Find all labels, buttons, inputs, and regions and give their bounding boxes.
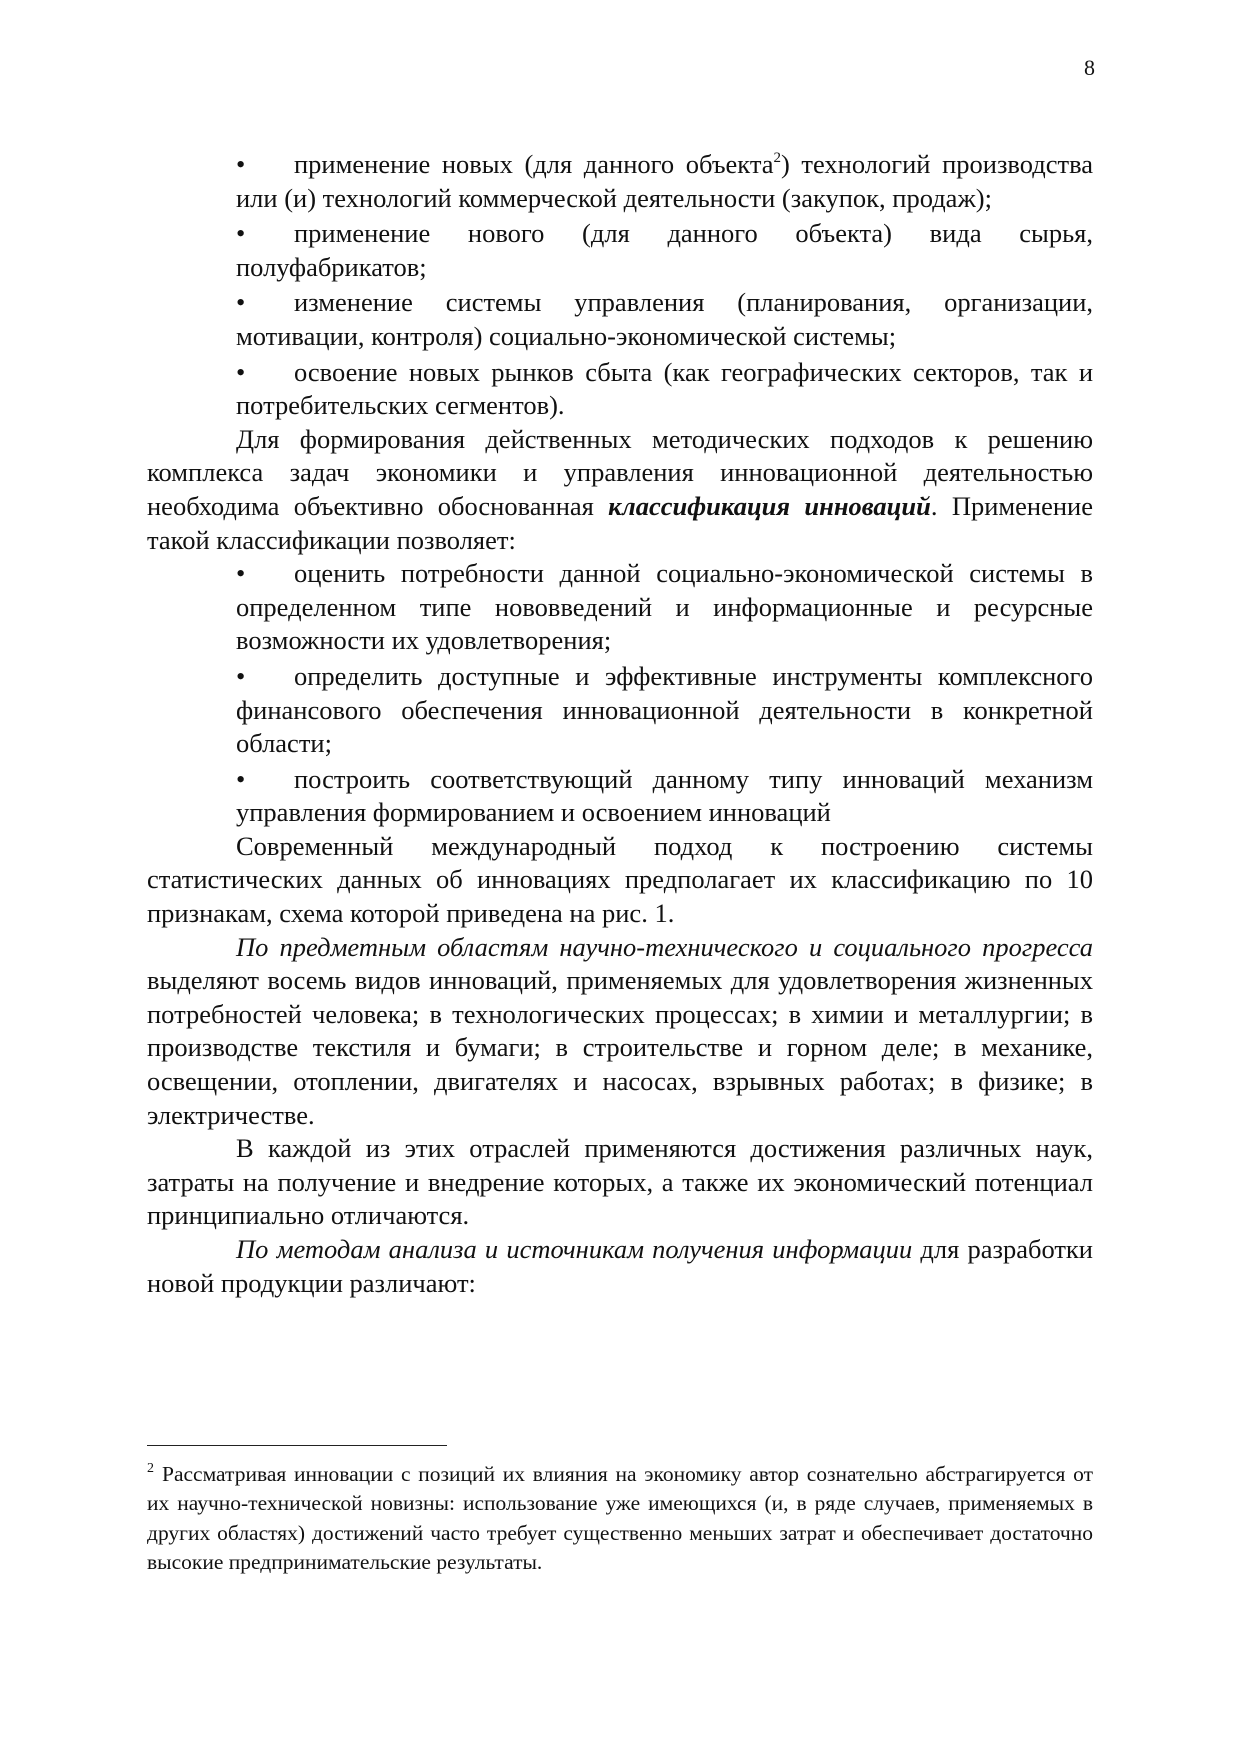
- bullet-icon: •: [236, 356, 246, 387]
- bullet-text: освоение новых рынков сбыта (как географических секторов, так и потребительских сегментов).: [236, 356, 1093, 421]
- paragraph-international: Современный международный подход к построению системы статистических данных об инновациях предполагает их классификацию по 10 признакам, схема которой приведена на рис. 1.: [147, 830, 1093, 929]
- bullet-icon: •: [236, 149, 246, 179]
- page-number: 8: [1084, 55, 1095, 80]
- bullet-item: [236, 557, 1093, 658]
- footnote-divider: [147, 1445, 447, 1446]
- bullet-icon: •: [236, 287, 246, 318]
- bullet-text: построить соответствующий данному типу инноваций механизм управления формированием и освоением инноваций: [236, 763, 1093, 828]
- bullet-icon: •: [236, 218, 246, 249]
- main-text: [147, 148, 1093, 1300]
- bullet-item: [236, 148, 1093, 215]
- bullet-text: изменение системы управления (планирования, организации, мотивации, контроля) социально-экономической системы;: [236, 287, 1093, 351]
- bullet-text: применение новых (для данного объекта: [294, 149, 774, 179]
- bullet-text-cont: ) технологий производства или (и) технологий коммерческой деятельности (закупок, продаж);: [236, 149, 1093, 213]
- bullet-icon: •: [236, 558, 246, 589]
- footnote-mark: 2: [147, 1461, 154, 1476]
- footnote-text: Рассматривая инновации с позиций их влияния на экономику автор сознательно абстрагируется от их научно-технической новизны: использование уже имеющихся (и, в ряде случаев, применяемых в других областях) достижений часто требует существенно меньших затрат и обеспечивает достаточно высокие предпринимательские результаты.: [147, 1462, 1093, 1574]
- footnote-ref[interactable]: 2: [773, 150, 781, 166]
- bullet-item: [236, 217, 1093, 284]
- bullet-icon: •: [236, 763, 246, 794]
- emphasis-term: классификация инноваций: [608, 490, 931, 521]
- paragraph-methods: По методам анализа и источникам получения информации для разработки новой продукции различают:: [147, 1234, 1093, 1298]
- bullet-item: [236, 660, 1093, 761]
- bullet-text: применение нового (для данного объекта) вида сырья, полуфабрикатов;: [236, 218, 1093, 282]
- bullet-item: [236, 356, 1093, 423]
- paragraph-industries: В каждой из этих отраслей применяются достижения различных наук, затраты на получение и внедрение которых, а также их экономический потенциал принципиально отличаются.: [147, 1133, 1093, 1231]
- bullet-text: оценить потребности данной социально-экономической системы в определенном типе нововведений и информационные и ресурсные возможности их удовлетворения;: [236, 558, 1093, 656]
- bullet-text: определить доступные и эффективные инструменты комплексного финансового обеспечения инновационной деятельности в конкретной области;: [236, 660, 1093, 759]
- bullet-item: [236, 763, 1093, 830]
- paragraph-classification: Для формирования действенных методических подходов к решению комплекса задач экономики и управления инновационной деятельностью необходима объективно обоснованная классификация инноваций. Применение такой классификации позволяет:: [147, 423, 1093, 555]
- footnote: [147, 1460, 1093, 1577]
- paragraph-subject-areas: По предметным областям научно-технического и социального прогресса выделяют восемь видов инноваций, применяемых для удовлетворения жизненных потребностей человека; в технологических процессах; в химии и металлургии; в производстве текстиля и бумаги; в строительстве и горном деле; в механике, освещении, отоплении, двигателях и насосах, взрывных работах; в физике; в электричестве.: [147, 931, 1093, 1130]
- bullet-icon: •: [236, 660, 246, 691]
- bullet-item: [236, 286, 1093, 353]
